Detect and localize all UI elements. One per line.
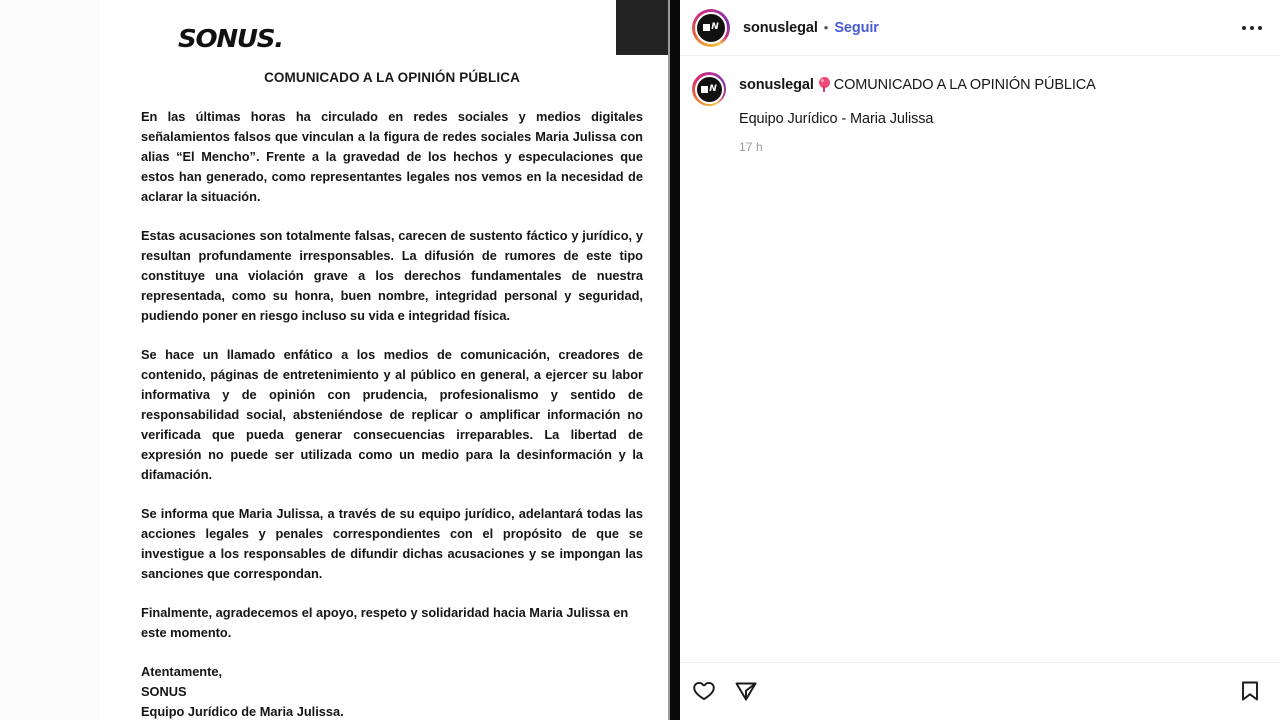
avatar-square-glyph	[701, 86, 708, 93]
header-username[interactable]: sonuslegal	[743, 19, 818, 36]
paper-plane-share-icon	[734, 679, 758, 703]
media-letterbox	[0, 0, 100, 720]
follow-button[interactable]: Seguir	[834, 19, 879, 36]
like-button[interactable]	[690, 677, 718, 705]
signature-line: SONUS	[141, 684, 187, 699]
bookmark-icon	[1238, 679, 1262, 703]
post-action-bar	[680, 663, 1280, 719]
caption-headline: COMUNICADO A LA OPINIÓN PÚBLICA	[833, 77, 1096, 93]
communique-document-image	[100, 0, 668, 720]
header-avatar[interactable]	[692, 9, 730, 47]
round-pushpin-icon	[819, 77, 831, 92]
caption-avatar[interactable]	[692, 72, 726, 106]
post-caption-area	[680, 56, 1280, 663]
document-paragraph: Finalmente, agradecemos el apoyo, respeto y solidaridad hacia Maria Julissa en este momento.	[141, 605, 629, 640]
sonus-logo-text: SONUS	[178, 24, 275, 53]
document-body	[136, 107, 648, 720]
post-timestamp: 17 h	[739, 140, 763, 154]
post-info-pane	[680, 0, 1280, 720]
document-paragraph: Estas acusaciones son totalmente falsas, carecen de sustento fáctico y jurídico, y resultan profundamente irresponsables. La difusión de rumores de este tipo constituye una violación grave a los derechos fundamentales de nuestra representada, como su honra, buen nombre, integridad personal y seguridad, pudiendo poner en riesgo incluso su vida e integridad física.	[141, 228, 643, 323]
pane-divider	[668, 0, 680, 720]
sonus-square-mark-icon	[616, 0, 668, 55]
avatar-square-glyph	[703, 24, 710, 31]
more-options-icon[interactable]	[1242, 26, 1262, 30]
sonus-logo	[178, 24, 284, 53]
caption-headline-row	[739, 75, 1096, 95]
caption-username[interactable]: sonuslegal	[739, 77, 814, 93]
save-button[interactable]	[1236, 677, 1264, 705]
share-button[interactable]	[732, 677, 760, 705]
document-header	[136, 0, 648, 60]
avatar-n-glyph: N	[711, 22, 719, 32]
document-paragraph: En las últimas horas ha circulado en redes sociales y medios digitales señalamientos falsos que vinculan a la figura de redes sociales Maria Julissa con alias “El Mencho”. Frente a la gravedad de los hechos y especulaciones que estos han generado, como representantes legales nos vemos en la necesidad de aclarar la situación.	[141, 109, 643, 204]
heart-icon	[692, 679, 716, 703]
sonus-logo-dot: .	[274, 24, 285, 53]
avatar-n-glyph: N	[709, 83, 717, 94]
document-title: COMUNICADO A LA OPINIÓN PÚBLICA	[264, 70, 520, 85]
document-paragraph: Se informa que Maria Julissa, a través de su equipo jurídico, adelantará todas las acciones legales y penales correspondientes con el propósito de que se investigue a los responsables de difundir dichas acusaciones y se impongan las sanciones que correspondan.	[141, 506, 643, 581]
signature-line: Atentamente,	[141, 664, 223, 679]
caption-line-2: Equipo Jurídico - Maria Julissa	[739, 111, 934, 127]
header-separator: •	[823, 20, 829, 35]
post-header	[680, 0, 1280, 56]
signature-line: Equipo Jurídico de Maria Julissa.	[141, 704, 344, 719]
document-paragraph: Se hace un llamado enfático a los medios de comunicación, creadores de contenido, páginas de entretenimiento y al público en general, a ejercer su labor informativa y de opinión con prudencia, profesionalismo y sentido de responsabilidad social, absteniéndose de replicar o amplificar información no verificada que pueda generar consecuencias irreparables. La libertad de expresión no puede ser utilizada como un medio para la desinformación y la difamación.	[141, 347, 643, 482]
caption-row	[692, 72, 1264, 154]
